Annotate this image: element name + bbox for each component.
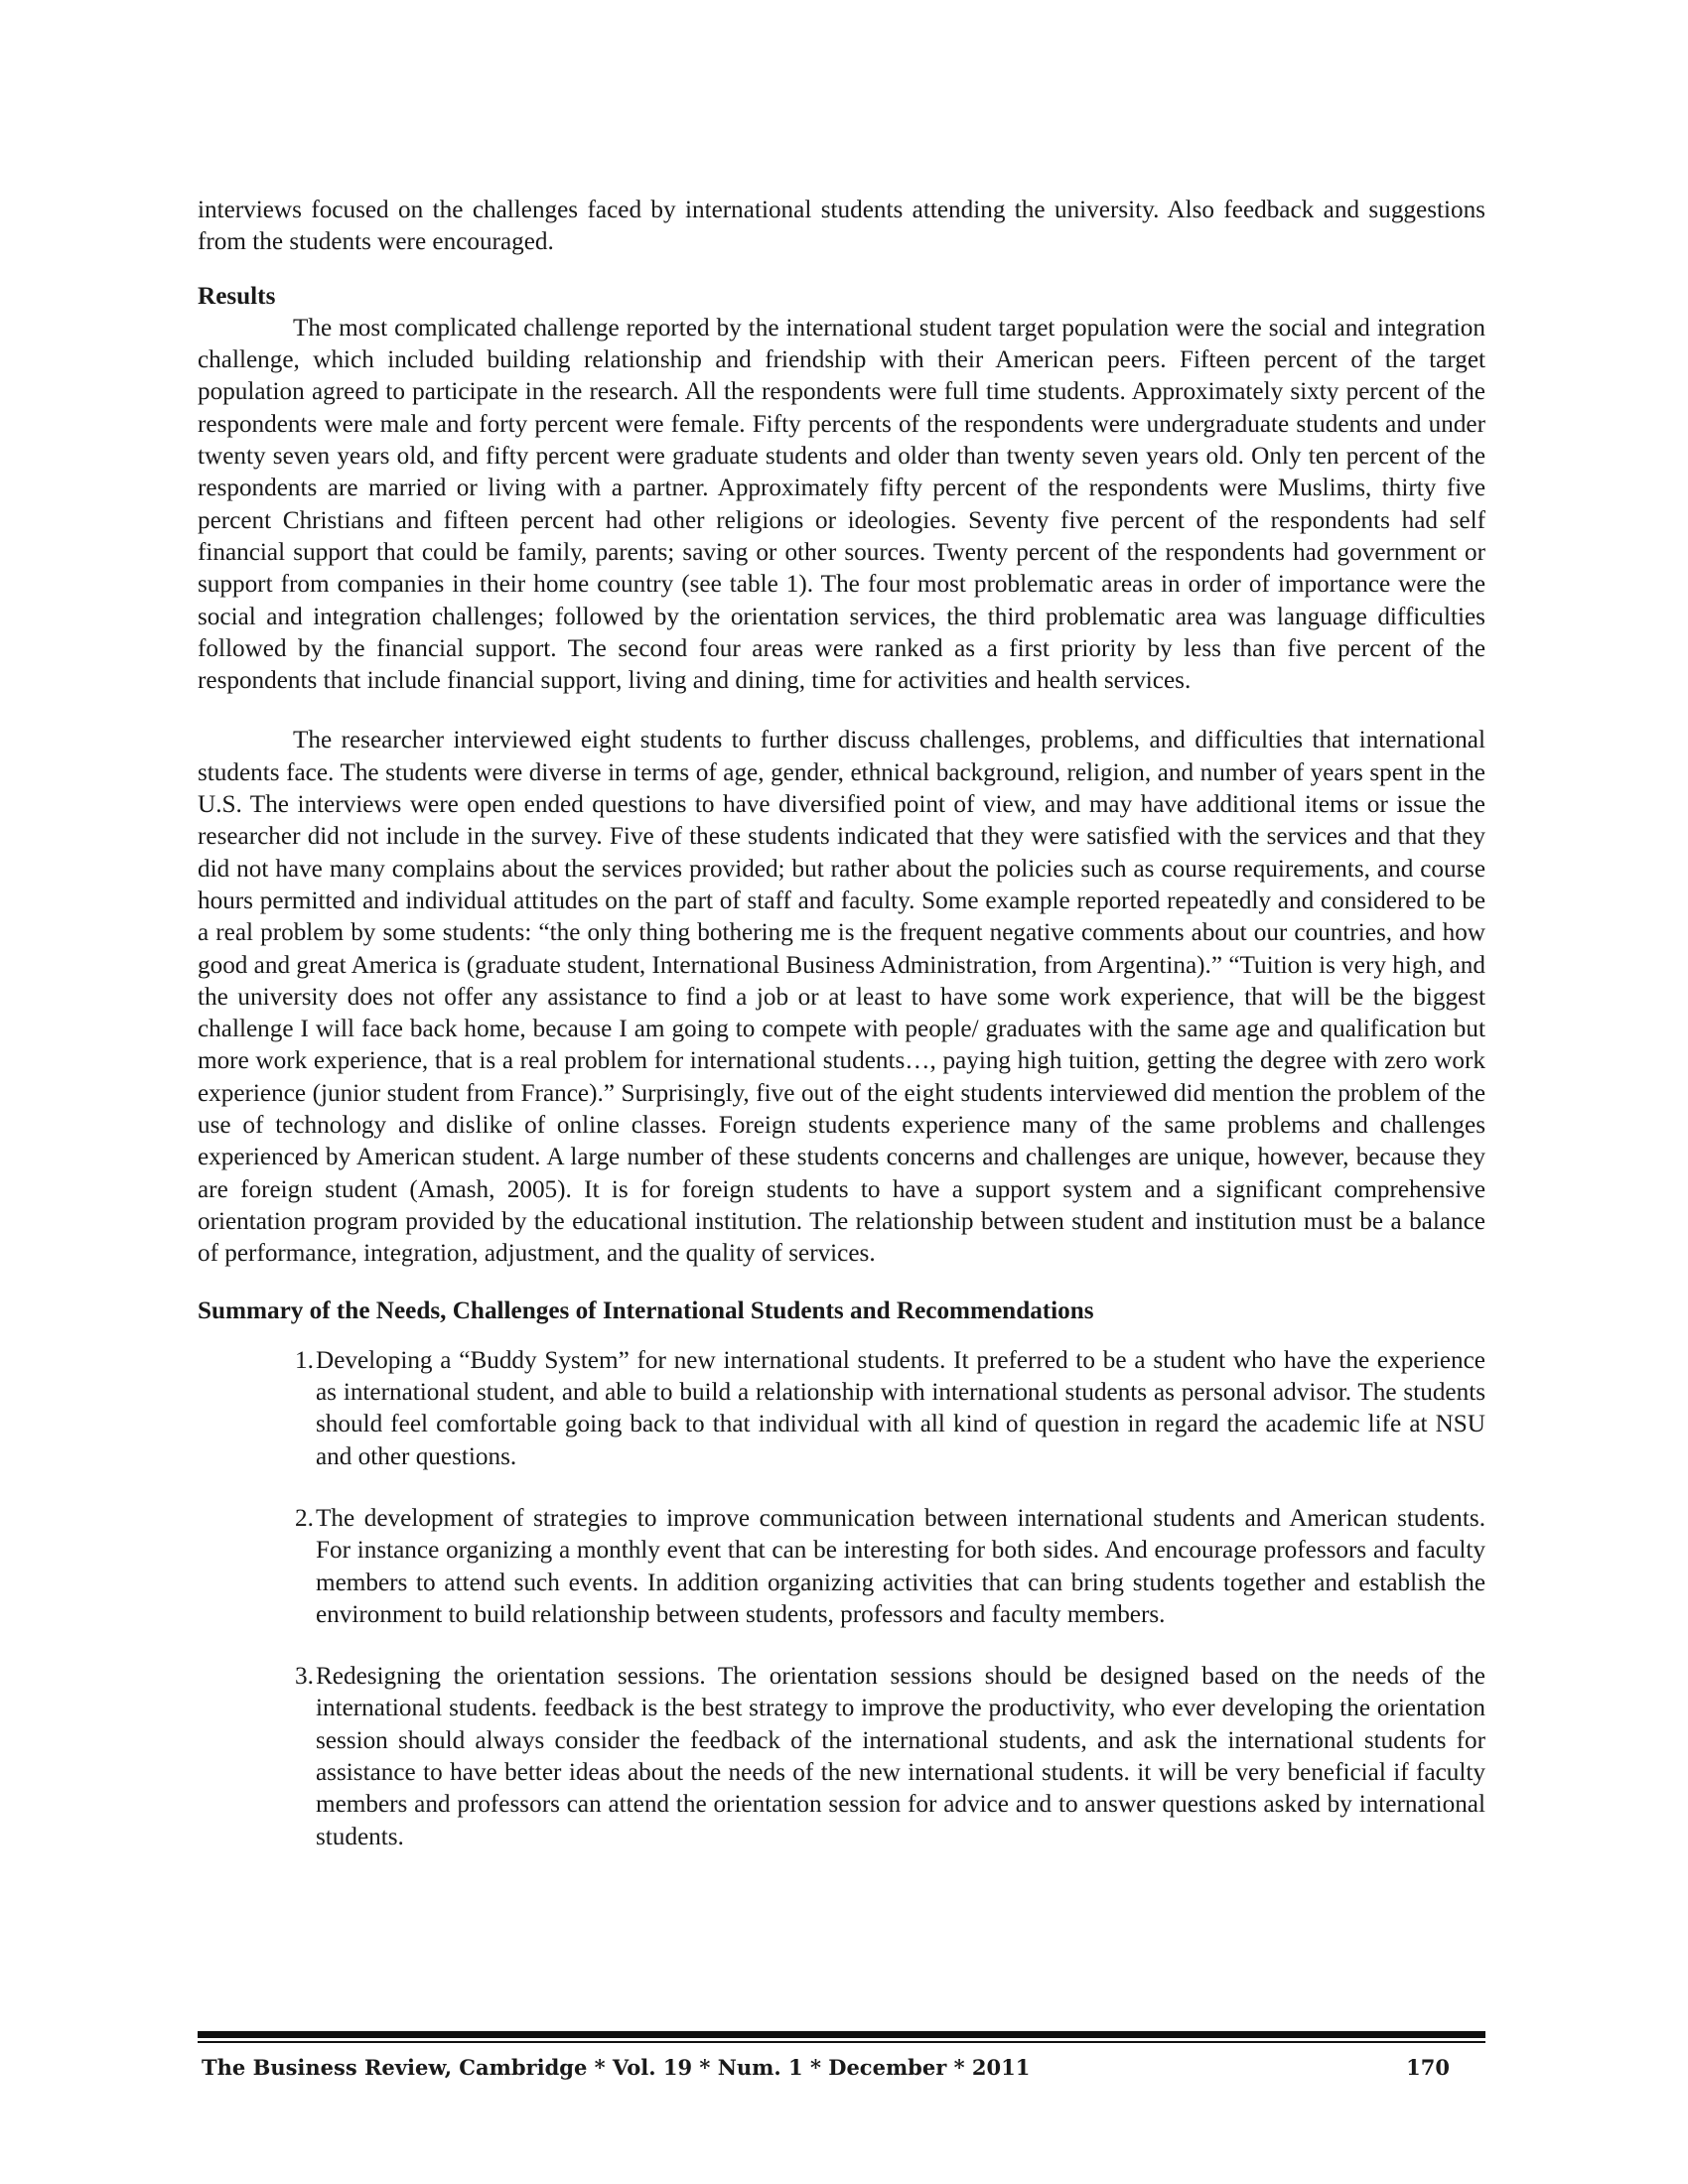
page-footer xyxy=(198,2031,1485,2089)
list-item-text: The development of strategies to improve communication between international students and American students. For instance organizing a monthly event that can be interesting for both sides. And encourage professors and faculty members to attend such events. In addition organizing activities that can bring students together and establish the environment to build relationship between students, professors and faculty members. xyxy=(316,1504,1485,1628)
recommendations-list xyxy=(198,1345,1485,1853)
page-body xyxy=(198,195,1485,1883)
page-number: 170 xyxy=(1406,2055,1450,2080)
list-item-number: 3. xyxy=(295,1663,314,1691)
list-item xyxy=(198,1661,1485,1853)
results-paragraph-1: The most complicated challenge reported by the international student target population were the social and integration challenge, which included building relationship and friendship with their American peers. Fifteen percent of the target population agreed to participate in the research. All the respondents were full time students. Approximately sixty percent of the respondents were male and forty percent were female. Fifty percents of the respondents were undergraduate students and under twenty seven years old, and fifty percent were graduate students and older than twenty seven years old. Only ten percent of the respondents are married or living with a partner. Approximately fifty percent of the respondents were Muslims, thirty five percent Christians and fifteen percent had other religions or ideologies. Seventy five percent of the respondents had self financial support that could be family, parents; saving or other sources. Twenty percent of the respondents had government or support from companies in their home country (see table 1). The four most problematic areas in order of importance were the social and integration challenges; followed by the orientation services, the third problematic area was language difficulties followed by the financial support. The second four areas were ranked as a first priority by less than five percent of the respondents that include financial support, living and dining, time for activities and health services. xyxy=(198,314,1485,695)
list-item xyxy=(198,1503,1485,1631)
results-heading: Results xyxy=(198,282,276,310)
list-item-number: 2. xyxy=(295,1504,314,1532)
intro-paragraph: interviews focused on the challenges faced by international students attending the university. Also feedback and suggestions from the students were encouraged. xyxy=(198,197,1485,256)
journal-citation: The Business Review, Cambridge * Vol. 19 * Num. 1 * December * 2011 xyxy=(202,2055,1031,2080)
list-item-text: Redesigning the orientation sessions. The orientation sessions should be designed based on the needs of the international students. feedback is the best strategy to improve the productivity, who ever developing the orientation session should always consider the feedback of the international students, and ask the international students for assistance to have better ideas about the needs of the new international students. it will be very beneficial if faculty members and professors can attend the orientation session for advice and to answer questions asked by international students. xyxy=(316,1663,1485,1850)
footer-divider-thick xyxy=(198,2031,1485,2038)
footer-line xyxy=(198,2055,1485,2089)
list-item-text: Developing a “Buddy System” for new international students. It preferred to be a student who have the experience as international student, and able to build a relationship with international students as personal advisor. The students should feel comfortable going back to that individual with all kind of question in regard the academic life at NSU and other questions. xyxy=(316,1346,1485,1470)
list-item-number: 1. xyxy=(295,1346,314,1374)
footer-divider-thin xyxy=(198,2041,1485,2043)
list-item xyxy=(198,1345,1485,1473)
results-paragraph-2: The researcher interviewed eight students to further discuss challenges, problems, and difficulties that international students face. The students were diverse in terms of age, gender, ethnical background, religion, and number of years spent in the U.S. The interviews were open ended questions to have diversified point of view, and may have additional items or issue the researcher did not include in the survey. Five of these students indicated that they were satisfied with the services and that they did not have many complains about the services provided; but rather about the policies such as course requirements, and course hours permitted and individual attitudes on the part of staff and faculty. Some example reported repeatedly and considered to be a real problem by some students: “the only thing bothering me is the frequent negative comments about our countries, and how good and great America is (graduate student, International Business Administration, from Argentina).” “Tuition is very high, and the university does not offer any assistance to find a job or at least to have some work experience, that will be the biggest challenge I will face back home, because I am going to compete with people/ graduates with the same age and qualification but more work experience, that is a real problem for international students…, paying high tuition, getting the degree with zero work experience (junior student from France).” Surprisingly, five out of the eight students interviewed did mention the problem of the use of technology and dislike of online classes. Foreign students experience many of the same problems and challenges experienced by American student. A large number of these students concerns and challenges are unique, however, because they are foreign student (Amash, 2005). It is for foreign students to have a support system and a significant comprehensive orientation program provided by the educational institution. The relationship between student and institution must be a balance of performance, integration, adjustment, and the quality of services. xyxy=(198,727,1485,1268)
summary-heading: Summary of the Needs, Challenges of International Students and Recommendations xyxy=(198,1297,1094,1324)
